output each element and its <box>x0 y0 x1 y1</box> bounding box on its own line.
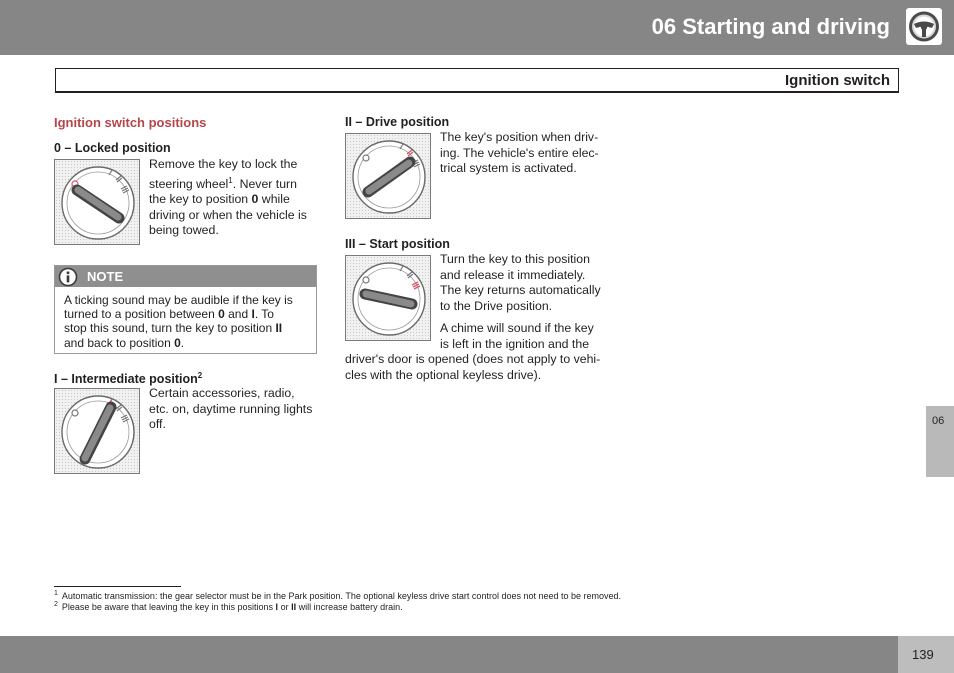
text-line: off. <box>149 417 166 431</box>
footnote-text: Automatic transmission: the gear selector must be in the Park position. The optional keyless drive start control does not need to be removed. <box>61 591 622 601</box>
text-line: and back to position <box>64 335 175 350</box>
position-2-title: II – Drive position <box>345 115 450 129</box>
text-line: The key's position when driv- <box>440 130 599 144</box>
note-label: NOTE <box>87 269 124 284</box>
text-line: Remove the key to lock the <box>149 157 298 171</box>
position-3-title: III – Start position <box>345 237 450 251</box>
text-line: ing. The vehicle's entire elec- <box>440 145 599 160</box>
text-line: The key returns automatically <box>440 283 601 297</box>
text-line: driver's door is opened (does not apply to vehi- <box>345 352 601 366</box>
bold-value: II <box>275 321 283 336</box>
footnote-2 <box>54 601 403 612</box>
footer-bar <box>0 636 954 673</box>
text-line: cles with the optional keyless drive). <box>345 367 542 382</box>
position-0-title: 0 – Locked position <box>54 141 171 155</box>
text-line: . <box>180 335 185 350</box>
footnote-ref: 1 <box>228 175 233 185</box>
page-number-box <box>898 636 954 673</box>
header-bar <box>0 0 954 55</box>
text-line: . To <box>254 307 274 322</box>
footnote-text: Please be aware that leaving the key in this positions <box>61 602 276 612</box>
text-line: steering wheel <box>149 176 229 191</box>
text-line: driving or when the vehicle is <box>149 207 307 222</box>
bold-value: 0 <box>174 335 181 350</box>
section-header <box>55 68 899 93</box>
footnote-marker: 1 <box>54 590 58 597</box>
bold-value: II <box>291 602 297 612</box>
section-heading: Ignition switch positions <box>54 115 207 130</box>
text-line: . Never turn <box>232 176 297 191</box>
position-0-text <box>149 157 319 239</box>
position-3-text <box>440 252 612 314</box>
section-title: Ignition switch <box>785 72 890 89</box>
bold-value: 0 <box>218 307 225 322</box>
position-3-text2-upper <box>440 321 612 352</box>
chapter-title: 06 Starting and driving <box>651 14 890 39</box>
bold-value: I <box>251 307 255 322</box>
side-tab-label: 06 <box>932 415 945 427</box>
text-line: to the Drive position. <box>440 298 553 313</box>
footnote-ref: 2 <box>197 371 203 380</box>
info-icon <box>58 267 78 292</box>
position-2-text <box>440 130 612 177</box>
text-line: Certain accessories, radio, <box>149 386 295 400</box>
chapter-side-tab <box>926 406 954 477</box>
note-text <box>64 293 313 350</box>
footnote-text: or <box>278 602 292 612</box>
text-line: is left in the ignition and the <box>440 336 590 351</box>
text-line: while <box>258 192 290 207</box>
page-number: 139 <box>912 647 934 662</box>
text-line: trical system is activated. <box>440 161 577 175</box>
ignition-illustration-3 <box>345 255 431 341</box>
footnote-text: will increase battery drain. <box>296 602 403 612</box>
text-line: A ticking sound may be audible if the key is <box>64 293 293 307</box>
steering-wheel-icon <box>906 8 942 45</box>
text-line: A chime will sound if the key <box>440 321 594 335</box>
note-header <box>55 266 316 287</box>
footnote-divider <box>54 586 181 587</box>
ignition-illustration-0 <box>54 159 140 245</box>
text-line: turned to a position between <box>64 307 219 322</box>
text-line: the key to position <box>149 192 252 207</box>
text-line: Turn the key to this position <box>440 252 590 266</box>
text-line: and release it immediately. <box>440 267 586 282</box>
position-3-text2-lower <box>345 352 615 383</box>
bold-value: 0 <box>251 192 259 207</box>
position-1-title <box>54 371 202 386</box>
text-line: being towed. <box>149 223 219 238</box>
text-line: and <box>224 307 252 322</box>
ignition-illustration-2 <box>345 133 431 219</box>
ignition-illustration-1 <box>54 388 140 474</box>
title-text: I – Intermediate position <box>54 372 198 387</box>
bold-value: I <box>275 602 279 612</box>
text-line: etc. on, daytime running lights <box>149 401 313 416</box>
footnote-marker: 2 <box>54 601 58 608</box>
note-box <box>54 265 317 354</box>
text-line: stop this sound, turn the key to position <box>64 321 276 336</box>
footnote-1 <box>54 590 621 601</box>
position-1-text <box>149 386 321 433</box>
